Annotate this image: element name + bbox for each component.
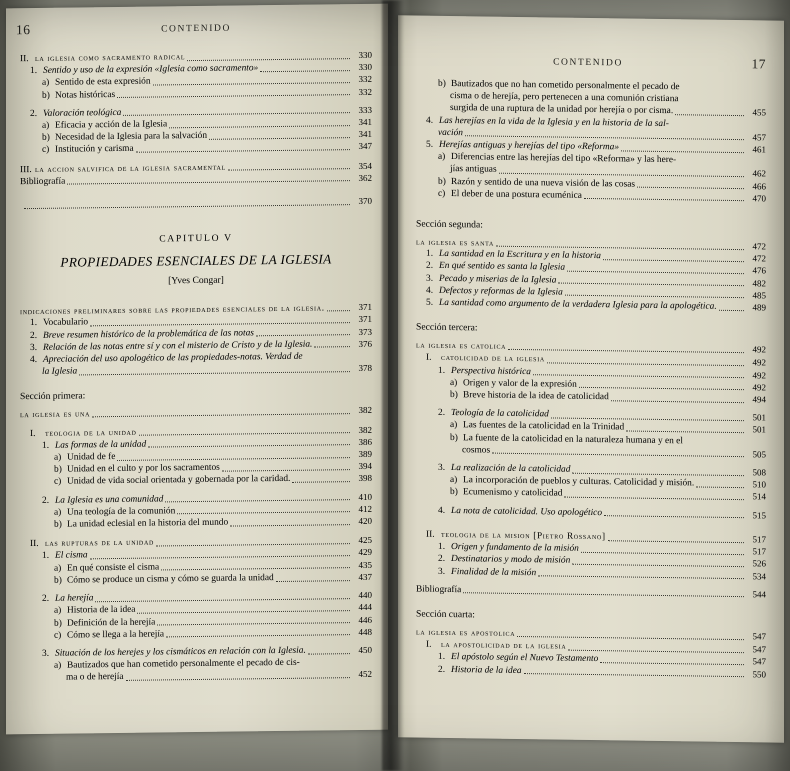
right-page <box>398 15 784 742</box>
toc-entry[interactable]: b) Notas históricas 332 <box>42 86 372 101</box>
toc-entry[interactable]: 2. La herejía 440 <box>42 589 372 604</box>
toc-entry[interactable]: 4. Apreciación del uso apologético de las propiedades-notas. Verdad de <box>30 351 303 366</box>
toc-entry[interactable]: a) Una teología de la comunión 412 <box>54 503 372 518</box>
toc-entry[interactable]: c) Institución y carisma 347 <box>42 141 372 156</box>
toc-entry[interactable]: a) Bautizados que han cometido personalmente el pecado de cis- <box>54 657 300 671</box>
chapter-title: PROPIEDADES ESENCIALES DE LA IGLESIA <box>60 251 332 270</box>
toc-entry[interactable]: 3. Pecado y miserias de la Iglesia 482 <box>426 273 766 289</box>
toc-entry[interactable]: a) La incorporación de pueblos y culturas. Catolicidad y misión. 510 <box>450 475 766 490</box>
toc-entry[interactable]: 1. La santidad en la Escritura y en la historia 472 <box>426 248 766 264</box>
section-heading: Sección segunda: <box>416 218 483 231</box>
chapter-label: CAPITULO V <box>159 232 233 245</box>
toc-entry[interactable]: 1. Las formas de la unidad 386 <box>42 436 372 451</box>
toc-entry[interactable]: 1. Sentido y uso de la expresión «Iglesia como sacramento» 330 <box>30 62 372 77</box>
toc-entry[interactable]: b) Breve historia de la idea de catolicidad 494 <box>450 390 766 405</box>
left-folio: 16 <box>16 22 31 38</box>
toc-entry[interactable]: a) Historia de la idea 444 <box>54 602 372 617</box>
toc-entry[interactable]: a) Eficacia y acción de la Iglesia 341 <box>42 116 372 131</box>
toc-entry[interactable]: a) En qué consiste el cisma 435 <box>54 559 372 574</box>
toc-entry[interactable]: 2. Historia de la idea 550 <box>438 664 766 679</box>
toc-entry[interactable]: 370 <box>20 195 372 212</box>
right-toc <box>416 78 766 681</box>
toc-entry[interactable]: 2. En qué sentido es santa la Iglesia 476 <box>426 261 766 276</box>
toc-entry[interactable]: b) Unidad en el culto y por los sacramentos 394 <box>54 461 372 476</box>
toc-entry[interactable]: a) Sentido de esta expresión 332 <box>42 74 372 89</box>
toc-entry[interactable]: b) Definición de la herejía 446 <box>54 614 372 629</box>
toc-entry[interactable]: 4. La nota de catolicidad. Uso apologético 515 <box>438 505 766 521</box>
section-heading: Sección tercera: <box>416 321 478 334</box>
toc-entry[interactable]: b) Necesidad de la Iglesia para la salvación 341 <box>42 129 372 144</box>
dot-leader <box>187 57 350 61</box>
chapter-author: [Yves Congar] <box>168 274 224 287</box>
toc-entry[interactable]: II. las rupturas de la unidad 425 <box>30 535 372 550</box>
toc-entry[interactable]: la iglesia es catolica 492 <box>416 339 766 355</box>
toc-entry[interactable]: 1. El apóstolo según el Nuevo Testamento 547 <box>438 652 766 667</box>
section-heading: Sección cuarta: <box>416 608 475 621</box>
toc-entry[interactable]: b) La unidad eclesial en la historia del mundo 420 <box>54 515 372 530</box>
toc-entry[interactable]: 4. Defectos y reformas de la Iglesia 485 <box>426 285 766 301</box>
toc-entry[interactable]: 3. Relación de las notas entre sí y con el misterio de Cristo y de la Iglesia. 376 <box>30 338 372 353</box>
toc-entry[interactable]: a) Las fuentes de la catolicidad en la Trinidad 501 <box>450 420 766 435</box>
toc-entry-wrap[interactable]: surgida de una ruptura de la unidad por herejía o por cisma. 455 <box>450 103 766 118</box>
toc-entry[interactable]: a) Unidad de fe 389 <box>54 448 372 463</box>
toc-entry[interactable]: 1. Vocabulario 371 <box>30 314 372 329</box>
toc-entry[interactable]: 3. Finalidad de la misión 534 <box>438 566 766 581</box>
toc-entry[interactable]: c) Unidad de vida social orientada y gobernada por la caridad. 398 <box>54 473 372 488</box>
toc-entry[interactable]: a) Origen y valor de la expresión 492 <box>450 377 766 393</box>
section-heading: Sección primera: <box>20 390 86 403</box>
toc-entry[interactable]: 3. La realización de la catolicidad 508 <box>438 462 766 478</box>
toc-entry[interactable]: Bibliografía 544 <box>416 584 766 600</box>
toc-entry[interactable]: c) El deber de una postura ecuménica 470 <box>438 188 766 204</box>
toc-entry[interactable]: II. teologia de la mision [Pietro Rossano] 517 <box>426 528 766 545</box>
toc-entry[interactable]: b) La fuente de la catolicidad en la naturaleza humana y en el <box>450 432 683 446</box>
toc-entry[interactable]: b) Bautizados que no han cometido personalmente el pecado de <box>438 78 680 93</box>
toc-entry[interactable]: 5. La santidad como argumento de la verdadera Iglesia para la apologética. 489 <box>426 297 766 313</box>
right-folio: 17 <box>751 56 766 72</box>
toc-entry[interactable]: 3. Situación de los herejes y los cismáticos en relación con la Iglesia. 450 <box>42 644 372 659</box>
toc-entry[interactable]: c) Cómo se llega a la herejía 448 <box>54 626 372 641</box>
toc-entry-wrap[interactable]: ma o de herejía 452 <box>66 669 372 683</box>
toc-entry[interactable]: 4. Las herejías en la vida de la Iglesia y en la historia de la sal- <box>426 115 669 129</box>
toc-entry[interactable]: 2. Valoración teológica 333 <box>30 104 372 119</box>
toc-entry[interactable]: I. la apostolicidad de la iglesia 547 <box>426 639 766 655</box>
toc-entry[interactable]: la iglesia es una 382 <box>20 405 372 420</box>
toc-entry[interactable]: 2. Destinatarios y modo de misión 526 <box>438 554 766 569</box>
toc-entry[interactable]: 1. Perspectiva histórica 492 <box>438 365 766 381</box>
toc-entry[interactable]: 5. Herejías antiguas y herejías del tipo «Reforma» 461 <box>426 139 766 155</box>
toc-entry[interactable]: II. la iglesia como sacramento radical 330 <box>20 49 372 65</box>
toc-entry[interactable]: b) Ecumenismo y catolicidad 514 <box>450 487 766 502</box>
toc-entry[interactable]: 1. Origen y fundamento de la misión 517 <box>438 541 766 557</box>
toc-entry-wrap[interactable]: la Iglesia 378 <box>42 363 372 378</box>
right-running-head: CONTENIDO <box>553 57 623 69</box>
toc-entry[interactable]: indicaciones preliminares sobre las propiedades esenciales de la iglesia. 371 <box>20 302 372 317</box>
toc-entry[interactable]: Bibliografía 362 <box>20 172 372 187</box>
toc-entry-wrap[interactable]: jías antiguas 462 <box>450 164 766 179</box>
toc-entry[interactable]: la iglesia es santa 472 <box>416 236 766 252</box>
toc-entry[interactable]: a) Diferencias entre las herejías del tipo «Reforma» y las here- <box>438 152 677 166</box>
toc-entry-wrap[interactable]: cisma o de herejía, pero pertenecen a una comunión cristiana <box>450 91 679 105</box>
toc-entry[interactable]: 1. El cisma 429 <box>42 547 372 562</box>
left-page <box>6 4 388 735</box>
toc-entry[interactable]: III. la accion salvifica de la iglesia sacramental 354 <box>20 160 372 175</box>
toc-entry[interactable]: b) Cómo se produce un cisma y cómo se guarda la unidad 437 <box>54 571 372 586</box>
toc-entry[interactable]: 2. La Iglesia es una comunidad 410 <box>42 491 372 506</box>
toc-entry[interactable]: b) Razón y sentido de una nueva visión de las cosas 466 <box>438 176 766 192</box>
toc-entry[interactable]: I. catolicidad de la iglesia 492 <box>426 352 766 368</box>
book-gutter-shadow <box>382 0 404 771</box>
toc-entry[interactable]: 2. Teología de la catolicidad 501 <box>438 408 766 423</box>
toc-entry-wrap[interactable]: vación 457 <box>438 127 766 143</box>
toc-entry-wrap[interactable]: cosmos 505 <box>462 445 766 460</box>
toc-entry[interactable]: la iglesia es apostolica 547 <box>416 626 766 642</box>
toc-entry[interactable]: 2. Breve resumen histórico de la problemática de las notas 373 <box>30 326 372 341</box>
left-toc <box>20 48 372 685</box>
left-running-head: CONTENIDO <box>161 23 231 35</box>
toc-entry[interactable]: I. teologia de la unidad 382 <box>30 424 372 439</box>
